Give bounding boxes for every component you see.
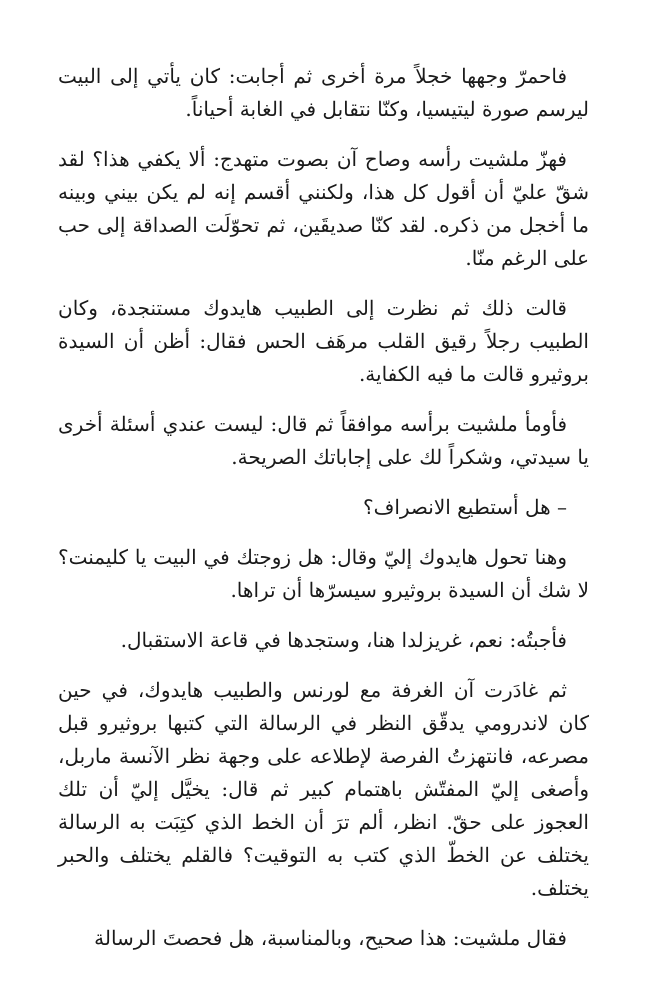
paragraph-9: فقال ملشيت: هذا صحيح، وبالمناسبة، هل فحصتَ الرسالة (94, 926, 567, 950)
paragraph-2: فهزّ ملشيت رأسه وصاح آن بصوت متهدج: ألا يكفي هذا؟ لقد شقّ عليّ أن أقول كل هذا، ولكنني أقسم إنه لم يكن بيني وبينه ما أخجل من ذكره. لقد كنّا صديقَين، ثم تحوّلَت الصداقة إلى حب على الرغم منّا. (58, 147, 589, 270)
paragraph-8: ثم غادَرت آن الغرفة مع لورنس والطبيب هايدوك، في حين كان لاندرومي يدقّق النظر في الرسالة التي كتبها بروثيرو قبل مصرعه، فانتهزتُ الفرصة لإطلاعه على وجهة نظر الآنسة ماربل، وأصغى إليّ المفتّش باهتمام كبير ثم قال: يخيَّل إليّ أن تلك العجوز على حقّ. انظر، ألم ترَ أن الخط الذي كتِبَت به الرسالة يختلف عن الخطّ الذي كتب به التوقيت؟ فالقلم يختلف والحبر يختلف. (58, 678, 589, 900)
paragraph-4: فأومأ ملشيت برأسه موافقاً ثم قال: ليست عندي أسئلة أخرى يا سيدتي، وشكراً لك على إجاباتك الصريحة. (58, 412, 589, 469)
paragraph-3: قالت ذلك ثم نظرت إلى الطبيب هايدوك مستنجدة، وكان الطبيب رجلاً رقيق القلب مرهَف الحس فقال: أظن أن السيدة بروثيرو قالت ما فيه الكفاية. (58, 296, 589, 386)
paragraph-5-dialogue: – هل أستطيع الانصراف؟ (362, 495, 567, 519)
paragraph-7: فأجبتُه: نعم، غريزلدا هنا، وستجدها في قاعة الاستقبال. (120, 628, 567, 652)
paragraph-1: فاحمرّ وجهها خجلاً مرة أخرى ثم أجابت: كان يأتي إلى البيت ليرسم صورة ليتيسيا، وكنّا نتقابل في الغابة أحياناً. (58, 64, 589, 121)
paragraph-6: وهنا تحول هايدوك إليّ وقال: هل زوجتك في البيت يا كليمنت؟ لا شك أن السيدة بروثيرو سيسرّها أن تراها. (58, 545, 589, 602)
book-page (58, 60, 589, 972)
